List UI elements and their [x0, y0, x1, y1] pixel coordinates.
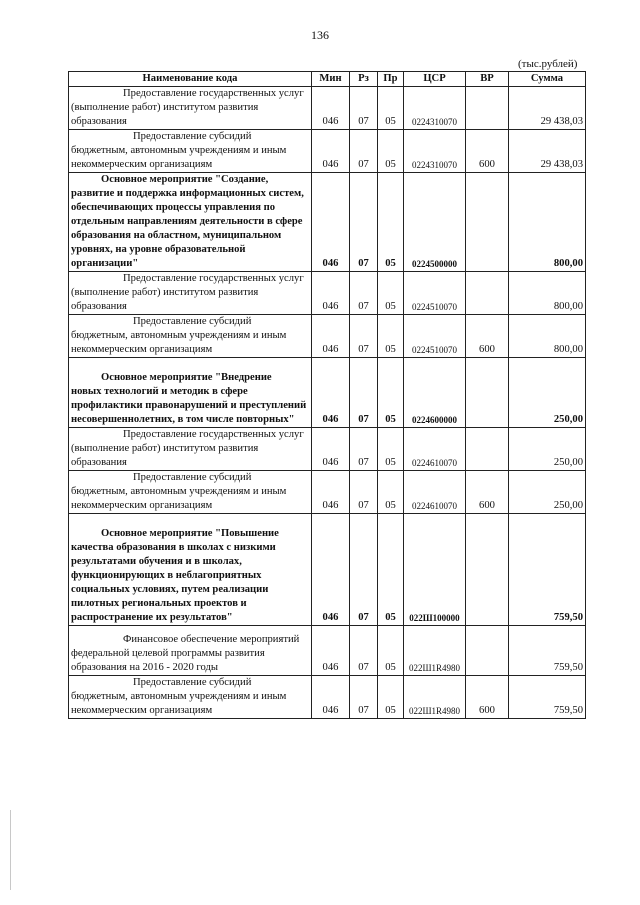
row-csr: 0224310070	[404, 130, 466, 173]
row-vr: 600	[466, 130, 509, 173]
table-row	[69, 471, 586, 514]
table-row-main-event	[69, 358, 586, 428]
row-csr: 0224510070	[404, 315, 466, 358]
row-csr: 0224510070	[404, 272, 466, 315]
row-sum: 250,00	[509, 428, 586, 471]
row-pr: 05	[378, 173, 404, 272]
row-min: 046	[312, 471, 350, 514]
row-sum: 800,00	[509, 173, 586, 272]
table-row	[69, 87, 586, 130]
row-pr: 05	[378, 471, 404, 514]
row-name	[69, 514, 312, 626]
row-name-first-line: Предоставление субсидий	[133, 316, 252, 327]
row-min: 046	[312, 626, 350, 676]
row-name-first-line: Предоставление субсидий	[133, 131, 252, 142]
row-rz: 07	[350, 676, 378, 719]
row-rz: 07	[350, 272, 378, 315]
row-pr: 05	[378, 130, 404, 173]
table-row	[69, 676, 586, 719]
table-header-row	[69, 72, 586, 87]
row-name	[69, 130, 312, 173]
row-vr	[466, 87, 509, 130]
row-name-rest: федеральной целевой программы развития образования на 2016 - 2020 годы	[71, 648, 265, 673]
row-vr	[466, 428, 509, 471]
row-name-first-line: Финансовое обеспечение мероприятий	[123, 634, 300, 645]
row-name	[69, 471, 312, 514]
row-sum: 759,50	[509, 626, 586, 676]
row-vr: 600	[466, 315, 509, 358]
row-sum: 29 438,03	[509, 130, 586, 173]
page-number: 136	[311, 28, 329, 42]
header-pr: Пр	[378, 72, 404, 87]
row-min: 046	[312, 676, 350, 719]
row-name-first-line: Основное мероприятие "Создание,	[101, 174, 269, 185]
row-rz: 07	[350, 130, 378, 173]
header-min: Мин	[312, 72, 350, 87]
row-name-rest: развитие и поддержка информационных систем, обеспечивающих процессы управления по отдельным направлениям деятельности в сфере образования на областном, муниципальном уровнях, на уровне образовательной организации"	[71, 188, 304, 269]
row-rz: 07	[350, 514, 378, 626]
table-row	[69, 315, 586, 358]
row-sum: 759,50	[509, 514, 586, 626]
row-sum: 759,50	[509, 676, 586, 719]
row-sum: 29 438,03	[509, 87, 586, 130]
row-name-first-line: Предоставление государственных услуг	[123, 429, 304, 440]
row-name	[69, 315, 312, 358]
row-csr: 022Ш1R4980	[404, 676, 466, 719]
row-pr: 05	[378, 514, 404, 626]
row-rz: 07	[350, 315, 378, 358]
row-pr: 05	[378, 676, 404, 719]
units-label: (тыс.рублей)	[518, 58, 578, 70]
row-min: 046	[312, 87, 350, 130]
table-row	[69, 130, 586, 173]
row-name	[69, 358, 312, 428]
header-name: Наименование кода	[69, 72, 312, 87]
row-sum: 250,00	[509, 358, 586, 428]
row-name	[69, 676, 312, 719]
row-rz: 07	[350, 471, 378, 514]
row-name	[69, 87, 312, 130]
row-name-first-line: Основное мероприятие "Внедрение	[101, 372, 272, 383]
row-pr: 05	[378, 626, 404, 676]
row-vr	[466, 173, 509, 272]
row-pr: 05	[378, 87, 404, 130]
row-csr: 022Ш1R4980	[404, 626, 466, 676]
row-min: 046	[312, 173, 350, 272]
table-row-main-event	[69, 173, 586, 272]
row-csr: 022Ш100000	[404, 514, 466, 626]
row-csr: 0224310070	[404, 87, 466, 130]
header-sum: Сумма	[509, 72, 586, 87]
row-vr	[466, 626, 509, 676]
table-row-main-event	[69, 514, 586, 626]
row-name-rest: (выполнение работ) институтом развития образования	[71, 287, 259, 312]
row-rz: 07	[350, 173, 378, 272]
row-vr: 600	[466, 676, 509, 719]
row-name-rest: бюджетным, автономным учреждениям и иным некоммерческим организациям	[71, 691, 287, 716]
row-name	[69, 173, 312, 272]
row-name-rest: качества образования в школах с низкими результатами обучения и в школах, функционирующих в неблагоприятных социальных условиях, путем реализации пилотных региональных проектов и распространение их результатов"	[71, 542, 276, 623]
row-name-first-line: Предоставление субсидий	[133, 677, 252, 688]
row-rz: 07	[350, 428, 378, 471]
row-csr: 0224600000	[404, 358, 466, 428]
row-name	[69, 428, 312, 471]
row-rz: 07	[350, 358, 378, 428]
row-min: 046	[312, 514, 350, 626]
row-min: 046	[312, 315, 350, 358]
row-name-rest: бюджетным, автономным учреждениям и иным некоммерческим организациям	[71, 486, 287, 511]
row-csr: 0224500000	[404, 173, 466, 272]
row-name	[69, 272, 312, 315]
header-csr: ЦСР	[404, 72, 466, 87]
row-name-first-line: Предоставление субсидий	[133, 472, 252, 483]
scan-edge-mark	[10, 810, 11, 890]
row-sum: 250,00	[509, 471, 586, 514]
row-min: 046	[312, 130, 350, 173]
row-pr: 05	[378, 428, 404, 471]
row-vr	[466, 358, 509, 428]
row-name-rest: (выполнение работ) институтом развития образования	[71, 102, 259, 127]
row-rz: 07	[350, 87, 378, 130]
header-rz: Рз	[350, 72, 378, 87]
row-vr	[466, 514, 509, 626]
table-row	[69, 626, 586, 676]
row-rz: 07	[350, 626, 378, 676]
row-name-rest: бюджетным, автономным учреждениям и иным некоммерческим организациям	[71, 330, 287, 355]
table-row	[69, 272, 586, 315]
budget-table	[68, 71, 586, 719]
row-vr	[466, 272, 509, 315]
row-name-first-line: Предоставление государственных услуг	[123, 88, 304, 99]
row-vr: 600	[466, 471, 509, 514]
row-min: 046	[312, 272, 350, 315]
row-min: 046	[312, 428, 350, 471]
row-min: 046	[312, 358, 350, 428]
header-vr: ВР	[466, 72, 509, 87]
row-name-first-line: Основное мероприятие "Повышение	[101, 528, 279, 539]
row-pr: 05	[378, 272, 404, 315]
table-row	[69, 428, 586, 471]
row-sum: 800,00	[509, 272, 586, 315]
row-sum: 800,00	[509, 315, 586, 358]
row-pr: 05	[378, 358, 404, 428]
row-name-first-line: Предоставление государственных услуг	[123, 273, 304, 284]
row-name	[69, 626, 312, 676]
row-name-rest: бюджетным, автономным учреждениям и иным некоммерческим организациям	[71, 145, 287, 170]
row-name-rest: (выполнение работ) институтом развития образования	[71, 443, 259, 468]
row-csr: 0224610070	[404, 428, 466, 471]
row-name-rest: новых технологий и методик в сфере профилактики правонарушений и преступлений несовершеннолетних, в том числе повторных"	[71, 386, 307, 425]
row-csr: 0224610070	[404, 471, 466, 514]
row-pr: 05	[378, 315, 404, 358]
